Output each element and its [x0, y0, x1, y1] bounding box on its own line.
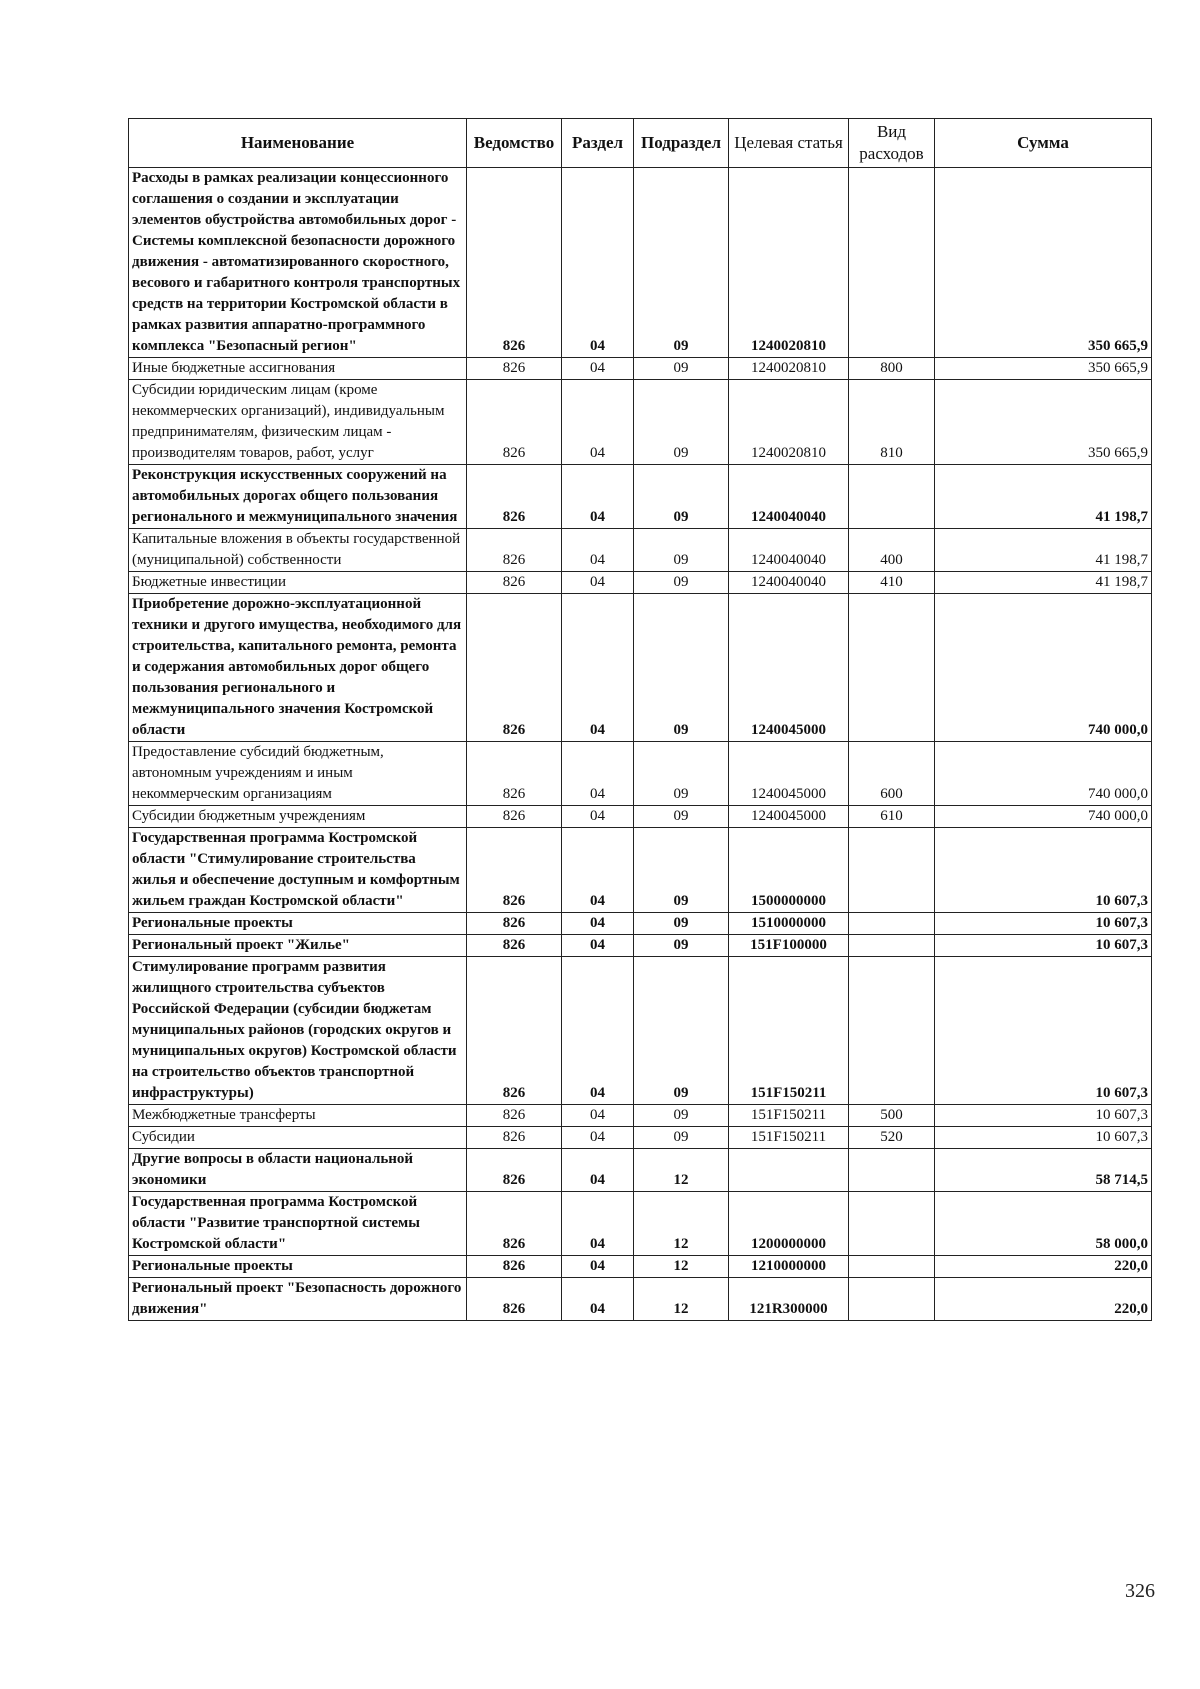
row-name: Субсидии — [129, 1127, 467, 1149]
row-podrazdel: 09 — [634, 828, 729, 913]
row-razdel: 04 — [562, 1278, 634, 1321]
row-name: Региональный проект "Жилье" — [129, 935, 467, 957]
header-vedomstvo: Ведомство — [467, 119, 562, 168]
row-summa: 740 000,0 — [935, 594, 1152, 742]
row-razdel: 04 — [562, 1127, 634, 1149]
row-vid-raskhodov: 600 — [849, 742, 935, 806]
row-vedomstvo: 826 — [467, 1105, 562, 1127]
row-vid-raskhodov: 500 — [849, 1105, 935, 1127]
row-vid-raskhodov — [849, 1149, 935, 1192]
row-tselevaya-statya: 1240045000 — [729, 742, 849, 806]
row-vid-raskhodov — [849, 1192, 935, 1256]
row-vedomstvo: 826 — [467, 957, 562, 1105]
table-row — [129, 742, 1152, 806]
row-vedomstvo: 826 — [467, 742, 562, 806]
table-row — [129, 957, 1152, 1105]
row-vedomstvo: 826 — [467, 1127, 562, 1149]
row-name: Стимулирование программ развития жилищного строительства субъектов Российской Федерации (субсидии бюджетам муниципальных районов (городских округов и муниципальных округов) Костромской области на строительство объектов транспортной инфраструктуры) — [129, 957, 467, 1105]
row-vid-raskhodov — [849, 168, 935, 358]
header-name: Наименование — [129, 119, 467, 168]
row-vid-raskhodov — [849, 957, 935, 1105]
row-vid-raskhodov: 520 — [849, 1127, 935, 1149]
table-row — [129, 1149, 1152, 1192]
row-name: Другие вопросы в области национальной экономики — [129, 1149, 467, 1192]
row-vedomstvo: 826 — [467, 913, 562, 935]
row-tselevaya-statya: 1240040040 — [729, 465, 849, 529]
row-tselevaya-statya: 1240045000 — [729, 594, 849, 742]
header-tselevaya-statya: Целевая статья — [729, 119, 849, 168]
table-row — [129, 529, 1152, 572]
row-summa: 10 607,3 — [935, 828, 1152, 913]
row-vid-raskhodov: 400 — [849, 529, 935, 572]
table-row — [129, 1127, 1152, 1149]
row-vedomstvo: 826 — [467, 1278, 562, 1321]
row-name: Государственная программа Костромской области "Стимулирование строительства жилья и обеспечение доступным и комфортным жильем граждан Костромской области" — [129, 828, 467, 913]
table-row — [129, 913, 1152, 935]
row-podrazdel: 09 — [634, 935, 729, 957]
row-razdel: 04 — [562, 1192, 634, 1256]
page-number: 326 — [1125, 1580, 1155, 1602]
table-row — [129, 168, 1152, 358]
row-summa: 10 607,3 — [935, 913, 1152, 935]
row-summa: 740 000,0 — [935, 742, 1152, 806]
table-row — [129, 828, 1152, 913]
row-name: Региональный проект "Безопасность дорожного движения" — [129, 1278, 467, 1321]
row-podrazdel: 09 — [634, 913, 729, 935]
row-podrazdel: 09 — [634, 465, 729, 529]
row-vedomstvo: 826 — [467, 594, 562, 742]
row-razdel: 04 — [562, 935, 634, 957]
row-razdel: 04 — [562, 957, 634, 1105]
row-vid-raskhodov: 800 — [849, 358, 935, 380]
row-vedomstvo: 826 — [467, 1256, 562, 1278]
row-tselevaya-statya: 1240040040 — [729, 529, 849, 572]
table-row — [129, 1105, 1152, 1127]
row-tselevaya-statya: 121R300000 — [729, 1278, 849, 1321]
row-name: Предоставление субсидий бюджетным, автономным учреждениям и иным некоммерческим организациям — [129, 742, 467, 806]
row-tselevaya-statya: 1510000000 — [729, 913, 849, 935]
row-razdel: 04 — [562, 465, 634, 529]
row-podrazdel: 09 — [634, 1127, 729, 1149]
row-vedomstvo: 826 — [467, 380, 562, 465]
row-vid-raskhodov — [849, 935, 935, 957]
row-vedomstvo: 826 — [467, 529, 562, 572]
header-razdel: Раздел — [562, 119, 634, 168]
row-vedomstvo: 826 — [467, 572, 562, 594]
row-vid-raskhodov — [849, 594, 935, 742]
table-row — [129, 935, 1152, 957]
row-name: Государственная программа Костромской области "Развитие транспортной системы Костромской области" — [129, 1192, 467, 1256]
header-vid-raskhodov: Вид расходов — [849, 119, 935, 168]
row-podrazdel: 09 — [634, 1105, 729, 1127]
row-summa: 58 714,5 — [935, 1149, 1152, 1192]
row-summa: 220,0 — [935, 1278, 1152, 1321]
row-summa: 41 198,7 — [935, 465, 1152, 529]
row-summa: 10 607,3 — [935, 957, 1152, 1105]
row-name: Приобретение дорожно-эксплуатационной техники и другого имущества, необходимого для строительства, капитального ремонта, ремонта и содержания автомобильных дорог общего пользования регионального и межмуниципального значения Костромской области — [129, 594, 467, 742]
table-row — [129, 380, 1152, 465]
table-row — [129, 358, 1152, 380]
row-razdel: 04 — [562, 594, 634, 742]
row-podrazdel: 09 — [634, 806, 729, 828]
row-tselevaya-statya: 1500000000 — [729, 828, 849, 913]
row-tselevaya-statya: 1240020810 — [729, 168, 849, 358]
row-razdel: 04 — [562, 806, 634, 828]
table-row — [129, 806, 1152, 828]
row-summa: 10 607,3 — [935, 1127, 1152, 1149]
row-vid-raskhodov — [849, 828, 935, 913]
row-razdel: 04 — [562, 1149, 634, 1192]
row-tselevaya-statya: 151F150211 — [729, 1127, 849, 1149]
row-name: Реконструкция искусственных сооружений на автомобильных дорогах общего пользования регионального и межмуниципального значения — [129, 465, 467, 529]
row-name: Субсидии юридическим лицам (кроме некоммерческих организаций), индивидуальным предпринимателям, физическим лицам - производителям товаров, работ, услуг — [129, 380, 467, 465]
row-summa: 350 665,9 — [935, 380, 1152, 465]
row-name: Капитальные вложения в объекты государственной (муниципальной) собственности — [129, 529, 467, 572]
row-razdel: 04 — [562, 913, 634, 935]
row-vedomstvo: 826 — [467, 806, 562, 828]
row-podrazdel: 12 — [634, 1192, 729, 1256]
table-row — [129, 1192, 1152, 1256]
header-podrazdel: Подраздел — [634, 119, 729, 168]
row-vedomstvo: 826 — [467, 828, 562, 913]
row-vid-raskhodov: 410 — [849, 572, 935, 594]
row-summa: 350 665,9 — [935, 168, 1152, 358]
row-razdel: 04 — [562, 572, 634, 594]
row-vedomstvo: 826 — [467, 465, 562, 529]
row-razdel: 04 — [562, 1256, 634, 1278]
row-razdel: 04 — [562, 828, 634, 913]
row-razdel: 04 — [562, 742, 634, 806]
row-summa: 350 665,9 — [935, 358, 1152, 380]
row-summa: 10 607,3 — [935, 1105, 1152, 1127]
table-row — [129, 1256, 1152, 1278]
row-tselevaya-statya: 1240045000 — [729, 806, 849, 828]
row-podrazdel: 09 — [634, 957, 729, 1105]
row-tselevaya-statya: 151F150211 — [729, 957, 849, 1105]
row-name: Межбюджетные трансферты — [129, 1105, 467, 1127]
row-tselevaya-statya: 1210000000 — [729, 1256, 849, 1278]
row-podrazdel: 12 — [634, 1149, 729, 1192]
row-vid-raskhodov — [849, 1256, 935, 1278]
row-podrazdel: 09 — [634, 168, 729, 358]
row-razdel: 04 — [562, 1105, 634, 1127]
row-tselevaya-statya — [729, 1149, 849, 1192]
row-vedomstvo: 826 — [467, 1149, 562, 1192]
table-row — [129, 1278, 1152, 1321]
row-razdel: 04 — [562, 168, 634, 358]
row-vid-raskhodov — [849, 913, 935, 935]
row-razdel: 04 — [562, 529, 634, 572]
row-podrazdel: 09 — [634, 742, 729, 806]
row-podrazdel: 09 — [634, 529, 729, 572]
row-vid-raskhodov — [849, 1278, 935, 1321]
row-tselevaya-statya: 1240040040 — [729, 572, 849, 594]
row-podrazdel: 09 — [634, 572, 729, 594]
table-row — [129, 465, 1152, 529]
row-podrazdel: 09 — [634, 358, 729, 380]
row-vedomstvo: 826 — [467, 168, 562, 358]
row-summa: 58 000,0 — [935, 1192, 1152, 1256]
row-tselevaya-statya: 1240020810 — [729, 358, 849, 380]
row-summa: 220,0 — [935, 1256, 1152, 1278]
row-vedomstvo: 826 — [467, 1192, 562, 1256]
row-name: Расходы в рамках реализации концессионного соглашения о создании и эксплуатации элементов обустройства автомобильных дорог - Системы комплексной безопасности дорожного движения - автоматизированного скоростного, весового и габаритного контроля транспортных средств на территории Костромской области в рамках развития аппаратно-программного комплекса "Безопасный регион" — [129, 168, 467, 358]
table-body — [129, 168, 1152, 1321]
table-row — [129, 594, 1152, 742]
row-tselevaya-statya: 151F150211 — [729, 1105, 849, 1127]
row-tselevaya-statya: 151F100000 — [729, 935, 849, 957]
row-podrazdel: 12 — [634, 1278, 729, 1321]
row-podrazdel: 09 — [634, 594, 729, 742]
row-summa: 740 000,0 — [935, 806, 1152, 828]
row-tselevaya-statya: 1240020810 — [729, 380, 849, 465]
row-vid-raskhodov: 610 — [849, 806, 935, 828]
header-summa: Сумма — [935, 119, 1152, 168]
row-name: Иные бюджетные ассигнования — [129, 358, 467, 380]
row-summa: 41 198,7 — [935, 572, 1152, 594]
row-summa: 41 198,7 — [935, 529, 1152, 572]
row-name: Региональные проекты — [129, 913, 467, 935]
row-summa: 10 607,3 — [935, 935, 1152, 957]
row-name: Региональные проекты — [129, 1256, 467, 1278]
budget-table — [128, 118, 1152, 1321]
row-vedomstvo: 826 — [467, 935, 562, 957]
row-podrazdel: 09 — [634, 380, 729, 465]
row-podrazdel: 12 — [634, 1256, 729, 1278]
row-tselevaya-statya: 1200000000 — [729, 1192, 849, 1256]
row-name: Субсидии бюджетным учреждениям — [129, 806, 467, 828]
row-name: Бюджетные инвестиции — [129, 572, 467, 594]
row-razdel: 04 — [562, 380, 634, 465]
row-vedomstvo: 826 — [467, 358, 562, 380]
table-row — [129, 572, 1152, 594]
row-razdel: 04 — [562, 358, 634, 380]
row-vid-raskhodov — [849, 465, 935, 529]
table-header-row — [129, 119, 1152, 168]
row-vid-raskhodov: 810 — [849, 380, 935, 465]
